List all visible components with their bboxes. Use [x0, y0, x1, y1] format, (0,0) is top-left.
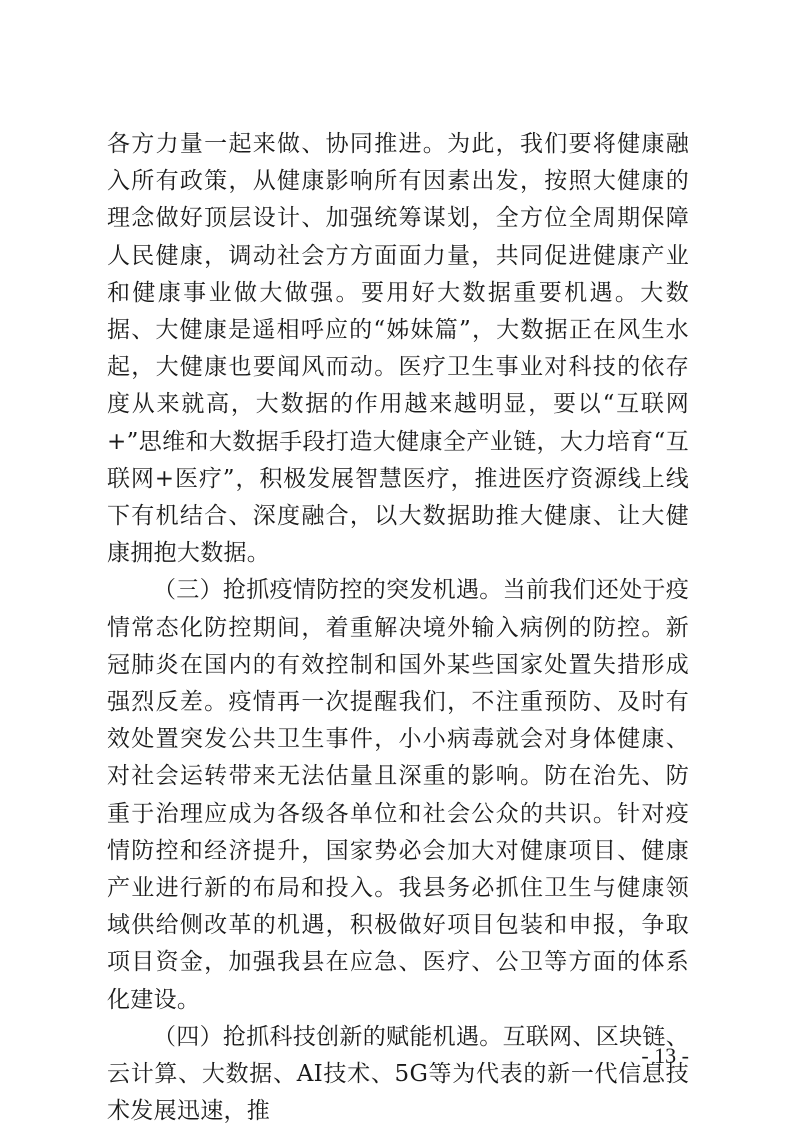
body-text	[107, 126, 689, 1130]
paragraph-continuation: 各方力量一起来做、协同推进。为此，我们要将健康融入所有政策，从健康影响所有因素出发，按照大健康的理念做好顶层设计、加强统筹谋划，全方位全周期保障人民健康，调动社会方方面面力量，共同促进健康产业和健康事业做大做强。要用好大数据重要机遇。大数据、大健康是遥相呼应的“姊妹篇”，大数据正在风生水起，大健康也要闻风而动。医疗卫生事业对科技的依存度从来就高，大数据的作用越来越明显，要以“互联网+”思维和大数据手段打造大健康全产业链，大力培育“互联网+医疗”，积极发展智慧医疗，推进医疗资源线上线下有机结合、深度融合，以大数据助推大健康、让大健康拥抱大数据。	[107, 131, 689, 567]
paragraph-section-three: （三）抢抓疫情防控的突发机遇。当前我们还处于疫情常态化防控期间，着重解决境外输入病例的防控。新冠肺炎在国内的有效控制和国外某些国家处置失措形成强烈反差。疫情再一次提醒我们，不注重预防、及时有效处置突发公共卫生事件，小小病毒就会对身体健康、对社会运转带来无法估量且深重的影响。防在治先、防重于治理应成为各级各单位和社会公众的共识。针对疫情防控和经济提升，国家势必会加大对健康项目、健康产业进行新的布局和投入。我县务必抓住卫生与健康领域供给侧改革的机遇，积极做好项目包装和申报，争取项目资金，加强我县在应急、医疗、公卫等方面的体系化建设。	[107, 577, 689, 1013]
paragraph-section-four: （四）抢抓科技创新的赋能机遇。互联网、区块链、云计算、大数据、AI技术、5G等为代表的新一代信息技术发展迅速，推	[107, 1023, 689, 1125]
page-number: - 13 -	[641, 1043, 689, 1068]
